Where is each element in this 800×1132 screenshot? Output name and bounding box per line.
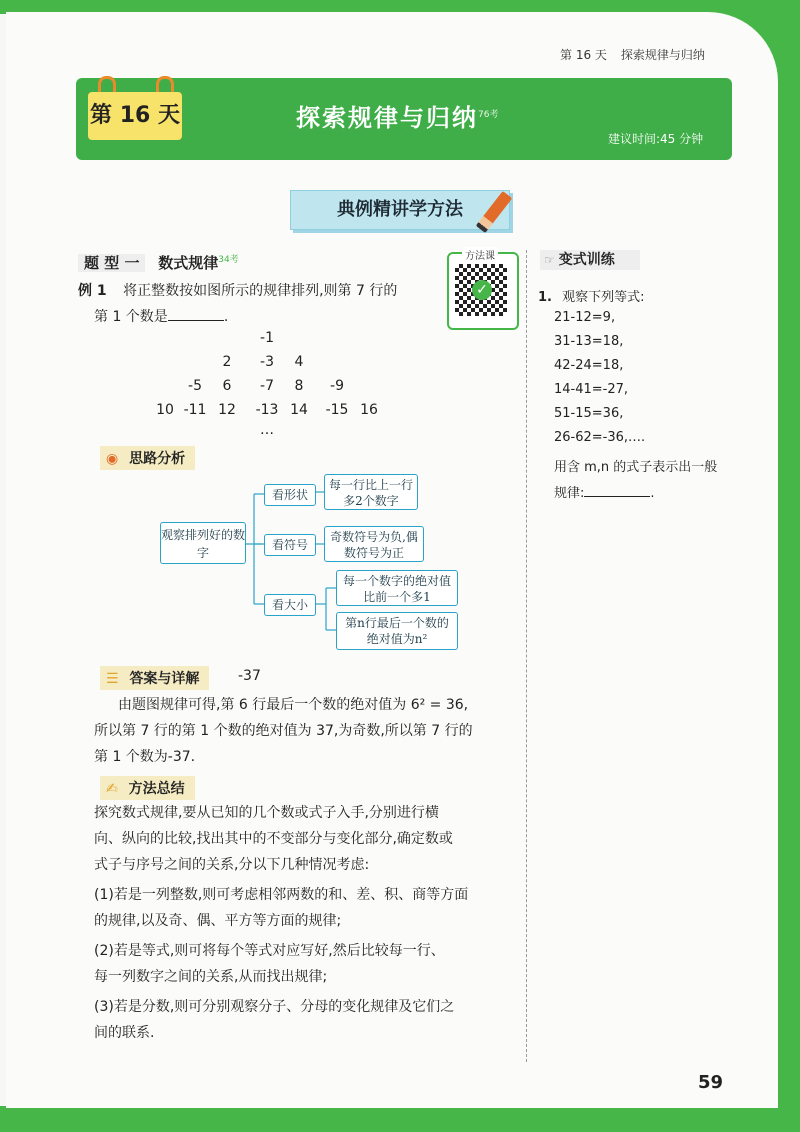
- answer-line: 所以第 7 行的第 1 个数的绝对值为 37,为奇数,所以第 7 行的: [94, 723, 473, 739]
- triangle-cell: 2: [222, 354, 232, 370]
- summary-line: (2)若是等式,则可将每个等式对应写好,然后比较每一行、: [94, 943, 445, 959]
- mindmap-leaf: 每一个数字的绝对值比前一个多1: [336, 570, 458, 606]
- type-heading-name: 数式规律: [158, 254, 219, 272]
- practice-answer-blank[interactable]: [584, 484, 650, 497]
- column-divider: [526, 250, 527, 1062]
- triangle-cell: -9: [330, 378, 344, 394]
- day-label: 第 16 天: [88, 92, 182, 140]
- practice-heading: [540, 250, 640, 270]
- practice-q-num: 1.: [538, 290, 552, 305]
- triangle-cell: -15: [325, 402, 349, 418]
- triangle-cell: -13: [255, 402, 279, 418]
- banner-title-sup: 76考: [478, 110, 499, 120]
- banner-title-text: 探索规律与归纳: [296, 104, 478, 132]
- triangle-cell: 8: [294, 378, 304, 394]
- suggested-time: 建议时间:45 分钟: [608, 132, 704, 146]
- mindmap-leaf: 奇数符号为负,偶数符号为正: [324, 526, 424, 562]
- mindmap-branch: 看符号: [264, 534, 316, 556]
- summary-heading: [100, 776, 195, 800]
- list-icon: ☰: [106, 671, 119, 687]
- analysis-title: 思路分析: [129, 451, 186, 467]
- mindmap-branch: 看大小: [264, 594, 316, 616]
- practice-equation: 51-15=36,: [554, 406, 624, 421]
- lightbulb-icon: ◉: [106, 451, 119, 467]
- summary-line: 的规律,以及奇、偶、平方等方面的规律;: [94, 913, 342, 929]
- type-heading-label: 题 型 一: [78, 254, 145, 272]
- triangle-cell: -7: [260, 378, 274, 394]
- summary-line: (1)若是一列整数,则可考虑相邻两数的和、差、积、商等方面: [94, 887, 469, 903]
- example-end: .: [223, 309, 229, 325]
- triangle-cell: 6: [222, 378, 232, 394]
- triangle-cell: 10: [156, 402, 174, 418]
- section-title: 典例精讲学方法: [290, 190, 510, 230]
- practice-ask-line-2: [554, 482, 655, 501]
- thumb-up-icon: ✍: [106, 781, 118, 797]
- qr-label: 方法课: [462, 247, 498, 262]
- practice-equation: 21-12=9,: [554, 310, 616, 325]
- example-text-1: 将正整数按如图所示的规律排列,则第 7 行的: [123, 283, 398, 299]
- triangle-cell: 4: [294, 354, 304, 370]
- summary-title: 方法总结: [128, 781, 185, 797]
- summary-line: (3)若是分数,则可分别观察分子、分母的变化规律及它们之: [94, 999, 455, 1015]
- answer-title: 答案与详解: [129, 671, 200, 687]
- practice-q-text: 观察下列等式:: [562, 290, 645, 305]
- answer-value: -37: [238, 668, 261, 684]
- example-text-2: 第 1 个数是: [94, 309, 168, 325]
- practice-equation: 14-41=-27,: [554, 382, 629, 397]
- running-header-day: 第 16 天: [560, 48, 607, 62]
- triangle-cell: -5: [188, 378, 202, 394]
- answer-line: 第 1 个数为-37.: [94, 749, 196, 765]
- practice-equation: 26-62=-36,….: [554, 430, 646, 445]
- triangle-cell: -3: [260, 354, 274, 370]
- mindmap-leaf: 第n行最后一个数的绝对值为n²: [336, 612, 458, 650]
- mindmap-root: 观察排列好的数字: [160, 522, 246, 564]
- summary-line: 每一列数字之间的关系,从而找出规律;: [94, 969, 328, 985]
- summary-line: 式子与序号之间的关系,分以下几种情况考虑:: [94, 857, 370, 873]
- triangle-cell: 12: [218, 402, 236, 418]
- practice-equation: 42-24=18,: [554, 358, 624, 373]
- answer-line: 由题图规律可得,第 6 行最后一个数的绝对值为 6² = 36,: [118, 697, 469, 713]
- summary-line: 探究数式规律,要从已知的几个数或式子入手,分别进行横: [94, 805, 439, 821]
- practice-equation: 31-13=18,: [554, 334, 624, 349]
- mindmap-branch: 看形状: [264, 484, 316, 506]
- practice-title: 变式训练: [558, 252, 615, 268]
- type-heading-sup: 34考: [218, 255, 239, 265]
- mindmap-leaf: 每一行比上一行多2个数字: [324, 474, 418, 510]
- pointing-hand-icon: ☞: [544, 253, 555, 267]
- check-icon: ✓: [472, 280, 492, 300]
- practice-ask-line: 用含 m,n 的式子表示出一般: [554, 460, 718, 475]
- running-header-topic: 探索规律与归纳: [620, 48, 705, 62]
- triangle-cell: 14: [290, 402, 308, 418]
- summary-line: 间的联系.: [94, 1025, 155, 1041]
- triangle-cell: 16: [360, 402, 378, 418]
- summary-line: 向、纵向的比较,找出其中的不变部分与变化部分,确定数或: [94, 831, 453, 847]
- example-label: 例 1: [78, 283, 107, 299]
- practice-question: [538, 286, 645, 305]
- page-number: 59: [698, 1072, 724, 1093]
- triangle-cell: -11: [183, 402, 207, 418]
- triangle-cell: -1: [260, 330, 274, 346]
- practice-ask-end: .: [650, 486, 655, 501]
- answer-heading: [100, 666, 209, 690]
- practice-ask-2: 规律:: [554, 486, 585, 501]
- triangle-ellipsis: …: [260, 422, 274, 438]
